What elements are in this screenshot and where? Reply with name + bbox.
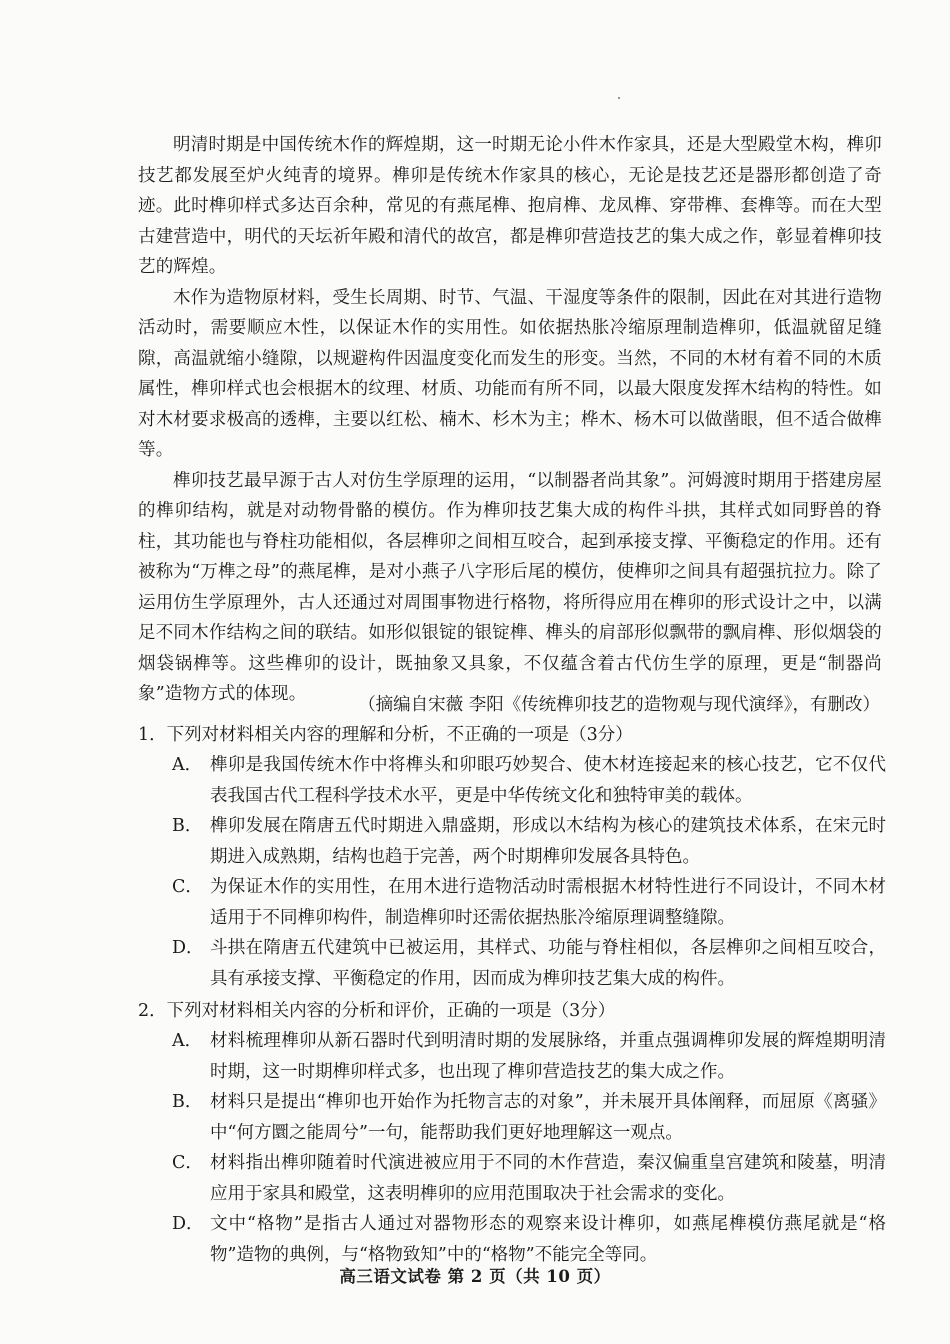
option-text: 材料指出榫卯随着时代演进被应用于不同的木作营造，秦汉偏重皇宫建筑和陵墓，明清应用于家具和殿堂，这表明榫卯的应用范围取决于社会需求的变化。: [210, 1153, 886, 1204]
question-2: [138, 996, 886, 1270]
option-letter: A．: [172, 755, 203, 775]
option-text: 材料梳理榫卯从新石器时代到明清时期的发展脉络，并重点强调榫卯发展的辉煌期明清时期，这一时期榫卯样式多，也出现了榫卯营造技艺的集大成之作。: [210, 1031, 886, 1082]
question-stem: 1．下列对材料相关内容的理解和分析，不正确的一项是（3分）: [138, 725, 633, 745]
question-stem: 2．下列对材料相关内容的分析和评价，正确的一项是（3分）: [138, 1001, 616, 1021]
option-text: 为保证木作的实用性，在用木进行造物活动时需根据木材特性进行不同设计，不同木材适用于不同榫卯构件，制造榫卯时还需依据热胀冷缩原理调整缝隙。: [210, 877, 886, 928]
passage-paragraph-2: 木作为造物原材料，受生长周期、时节、气温、干湿度等条件的限制，因此在对其进行造物活动时，需要顺应木性，以保证木作的实用性。如依据热胀冷缩原理制造榫卯，低温就留足缝隙，高温就缩小缝隙，以规避构件因温度变化而发生的形变。当然，不同的木材有着不同的木质属性，榫卯样式也会根据木的纹理、材质、功能而有所不同，以最大限度发挥木结构的特性。如对木材要求极高的透榫，主要以红松、楠木、杉木为主；桦木、杨木可以做凿眼，但不适合做榫等。: [138, 287, 882, 460]
option-letter: D．: [172, 938, 204, 958]
passage-paragraph-1: 明清时期是中国传统木作的辉煌期，这一时期无论小件木作家具，还是大型殿堂木构，榫卯技艺都发展至炉火纯青的境界。榫卯是传统木作家具的核心，无论是技艺还是器形都创造了奇迹。此时榫卯样式多达百余种，常见的有燕尾榫、抱肩榫、龙凤榫、穿带榫、套榫等。而在大型古建营造中，明代的天坛祈年殿和清代的故宫，都是榫卯营造技艺的集大成之作，彰显着榫卯技艺的辉煌。: [138, 135, 882, 277]
option-b: [172, 811, 886, 872]
option-a: [172, 1026, 886, 1087]
option-letter: B．: [172, 816, 203, 836]
option-letter: A．: [172, 1031, 203, 1051]
option-d: [172, 1209, 886, 1270]
passage-paragraph-3: 榫卯技艺最早源于古人对仿生学原理的运用，“以制器者尚其象”。河姆渡时期用于搭建房屋的榫卯结构，就是对动物骨骼的模仿。作为榫卯技艺集大成的构件斗拱，其样式如同野兽的脊柱，其功能也与脊柱功能相似，各层榫卯之间相互咬合，起到承接支撑、平衡稳定的作用。还有被称为“万榫之母”的燕尾榫，是对小燕子八字形后尾的模仿，使榫卯之间具有超强抗拉力。除了运用仿生学原理外，古人还通过对周围事物进行格物，将所得应用在榫卯的形式设计之中，以满足不同木作结构之间的联结。如形似银锭的银锭榫、榫头的肩部形似飘带的飘肩榫、形似烟袋的烟袋锅榫等。这些榫卯的设计，既抽象又具象，不仅蕴含着古代仿生学的原理，更是“制器尚象”造物方式的体现。: [138, 470, 882, 704]
page-footer: 高三语文试卷 第 2 页（共 10 页）: [339, 1267, 611, 1286]
option-d: [172, 933, 886, 994]
option-text: 斗拱在隋唐五代建筑中已被运用，其样式、功能与脊柱相似，各层榫卯之间相互咬合，具有承接支撑、平衡稳定的作用，因而成为榫卯技艺集大成的构件。: [210, 938, 886, 989]
option-letter: B．: [172, 1092, 203, 1112]
option-b: [172, 1087, 886, 1148]
option-letter: D．: [172, 1214, 204, 1234]
question-list: [138, 720, 886, 1270]
option-text: 文中“格物”是指古人通过对器物形态的观察来设计榫卯，如燕尾榫模仿燕尾就是“格物”造物的典例，与“格物致知”中的“格物”不能完全等同。: [210, 1214, 886, 1265]
option-letter: C．: [172, 877, 203, 897]
option-text: 材料只是提出“榫卯也开始作为托物言志的对象”，并未展开具体阐释，而屈原《离骚》中“何方圜之能周兮”一句，能帮助我们更好地理解这一观点。: [210, 1092, 886, 1143]
question-1: [138, 720, 886, 994]
option-c: [172, 872, 886, 933]
option-c: [172, 1148, 886, 1209]
scan-speck: [618, 97, 620, 99]
reading-passage: [138, 130, 882, 710]
option-text: 榫卯是我国传统木作中将榫头和卯眼巧妙契合、使木材连接起来的核心技艺，它不仅代表我国古代工程科学技术水平，更是中华传统文化和独特审美的载体。: [210, 755, 886, 806]
option-a: [172, 750, 886, 811]
option-text: 榫卯发展在隋唐五代时期进入鼎盛期，形成以木结构为核心的建筑技术体系，在宋元时期进入成熟期，结构也趋于完善，两个时期榫卯发展各具特色。: [210, 816, 886, 867]
option-letter: C．: [172, 1153, 203, 1173]
passage-source: （摘编自宋薇 李阳《传统榫卯技艺的造物观与现代演绎》，有删改）: [358, 695, 880, 715]
